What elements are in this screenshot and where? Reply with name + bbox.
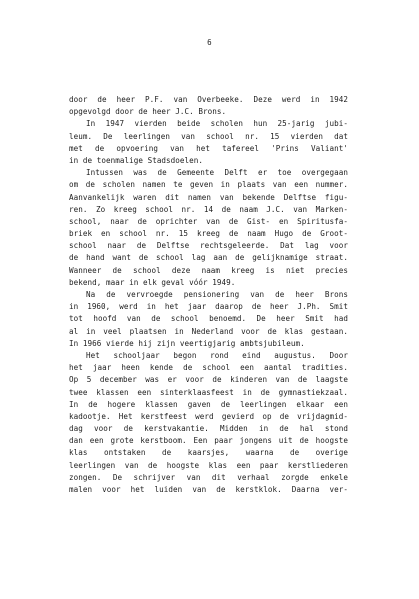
text-line: met de opvoering van het tafereel 'Prins Valiant' [69, 143, 348, 153]
text-line: Na de vervroegde pensionering van de heer Brons [86, 290, 348, 299]
text-line: In de hogere klassen gaven de leerlingen elkaar een [69, 399, 348, 409]
text-line: dag voor de kerstvakantie. Midden in de hal stond [69, 424, 348, 434]
paragraph [69, 289, 348, 350]
text-line: het jaar heen kende de school een aantal tradities. [69, 363, 348, 373]
text-line: twee klassen een sinterklaasfeest in de gymnastiekzaal. [69, 387, 348, 397]
text-line: om de scholen namen te geven in plaats van een nummer. [69, 180, 348, 190]
text-line: de hand want de school lag aan de gelijknamige straat. [69, 253, 348, 263]
text-line: Op 5 december was er voor de kinderen van de laagste [69, 375, 348, 385]
text-line: zongen. De schrijver van dit verhaal zorgde enkele [69, 472, 348, 482]
text-line: al in veel plaatsen in Nederland voor de klas gestaan. [69, 326, 348, 336]
text-line: In 1947 vierden beide scholen hun 25-jarig jubi- [86, 119, 348, 129]
text-line: in 1960, werd in het jaar daarop de heer J.Ph. Smit [69, 302, 348, 312]
text-line: bekend, maar in elk geval vóór 1949. [69, 277, 236, 287]
text-line: leum. De leerlingen van school nr. 15 vierden dat [69, 131, 348, 141]
text-line: briek en school nr. 15 kreeg de naam Hugo de Groot- [69, 229, 348, 239]
text-line: door de heer P.F. van Overbeeke. Deze werd in 1942 [69, 95, 348, 104]
text-line: Wanneer de school deze naam kreeg is niet precies [69, 265, 348, 275]
text-line: leerlingen van de hoogste klas een paar kerstliederen [69, 460, 348, 470]
text-line: malen voor het luiden van de kerstklok. Daarna ver- [69, 485, 348, 494]
paragraph [69, 167, 348, 289]
paragraph [69, 118, 348, 167]
text-line: ren. Zo kreeg school nr. 14 de naam J.C. van Marken- [69, 204, 348, 214]
text-line: opgevolgd door de heer J.C. Brons. [69, 107, 227, 117]
text-line: tot hoofd van de school benoemd. De heer Smit had [69, 314, 348, 324]
text-line: klas ontstaken de kaarsjes, waarna de overige [69, 448, 348, 458]
text-line: school naar de Delftse rechtsgeleerde. Dat lag voor [69, 241, 348, 251]
text-line: kadootje. Het kerstfeest werd gevierd op de vrijdagmid- [69, 411, 348, 421]
paragraph [69, 94, 348, 118]
text-line: in de toenmalige Stadsdoelen. [69, 155, 204, 165]
text-line: Het schooljaar begon rond eind augustus. Door [86, 350, 348, 360]
paragraph [69, 350, 348, 496]
body-text [69, 94, 348, 496]
text-line: Intussen was de Gemeente Delft er toe overgegaan [86, 168, 348, 178]
text-line: Aanvankelijk waren dit namen van bekende Delftse figu- [69, 192, 348, 202]
text-line: school, naar de oprichter van de Gist- en Spiritusfa- [69, 216, 348, 226]
text-line: In 1966 vierde hij zijn veertigjarig ambtsjubileum. [69, 338, 305, 348]
page-number: 6 [207, 38, 212, 47]
text-line: dan een grote kerstboom. Een paar jongens uit de hoogste [69, 436, 348, 446]
